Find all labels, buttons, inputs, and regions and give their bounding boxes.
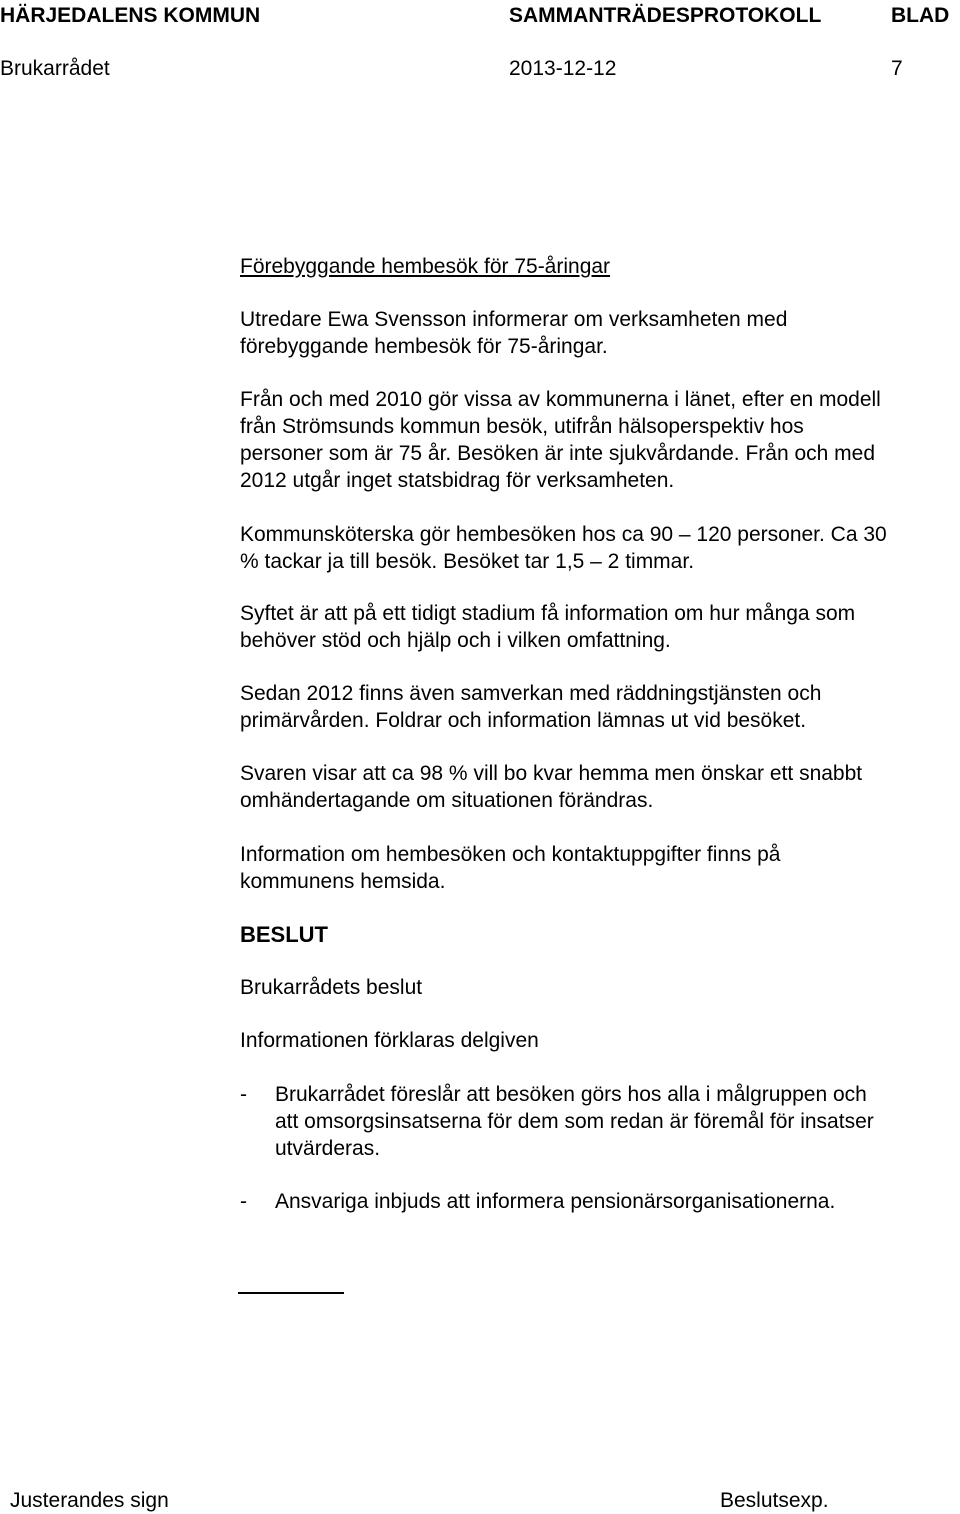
page-number: 7 [891,57,903,80]
bullet-line: Brukarrådet föreslår att besöken görs hos alla i målgruppen och [275,1083,867,1106]
document-type: SAMMANTRÄDESPROTOKOLL [509,4,822,27]
sheet-label: BLAD [891,4,950,27]
paragraph-line: från Strömsunds kommun besök, utifrån hälsoperspektiv hos [240,415,804,438]
footer-beslutsexp: Beslutsexp. [720,1489,829,1512]
paragraph-line: primärvården. Foldrar och information lämnas ut vid besöket. [240,709,807,732]
paragraph-line: Sedan 2012 finns även samverkan med räddningstjänsten och [240,682,822,705]
paragraph-line: Kommunsköterska gör hembesöken hos ca 90 – 120 personer. Ca 30 [240,523,887,546]
footer-justerandes-sign: Justerandes sign [10,1489,169,1512]
paragraph-7 [240,841,960,895]
decision-subheading: Brukarrådets beslut [240,976,423,999]
section-title: Förebyggande hembesök för 75-åringar [240,255,611,278]
bullet-line: att omsorgsinsatserna för dem som redan är föremål för insatser [275,1110,874,1133]
decision-heading: BESLUT [240,922,328,947]
decision-bullet-1 [275,1081,960,1162]
paragraph-line: % tackar ja till besök. Besöket tar 1,5 – 2 timmar. [240,550,695,573]
paragraph-line: behöver stöd och hjälp och i vilken omfattning. [240,629,671,652]
meeting-date: 2013-12-12 [509,57,617,80]
paragraph-line: kommunens hemsida. [240,870,446,893]
signature-line [238,1292,344,1294]
paragraph-line: 2012 utgår inget statsbidrag för verksamheten. [240,469,675,492]
paragraph-line: omhändertagande om situationen förändras. [240,789,654,812]
bullet-line: utvärderas. [275,1137,381,1160]
paragraph-4 [240,600,960,654]
paragraph-line: personer som är 75 år. Besöken är inte sjukvårdande. Från och med [240,442,876,465]
body-name: Brukarrådet [0,57,110,80]
bullet-line: Ansvariga inbjuds att informera pensionärsorganisationerna. [275,1190,836,1213]
paragraph-line: förebyggande hembesök för 75-åringar. [240,335,608,358]
decision-statement: Informationen förklaras delgiven [240,1029,539,1052]
paragraph-line: Information om hembesöken och kontaktuppgifter finns på [240,843,781,866]
paragraph-6 [240,760,960,814]
paragraph-3 [240,521,960,575]
bullet-dash: - [240,1190,247,1213]
paragraph-5 [240,680,960,734]
paragraph-line: Från och med 2010 gör vissa av kommunerna i länet, efter en modell [240,388,881,411]
paragraph-line: Utredare Ewa Svensson informerar om verksamheten med [240,308,788,331]
paragraph-1 [240,306,960,360]
municipality-name: HÄRJEDALENS KOMMUN [0,4,261,27]
paragraph-line: Syftet är att på ett tidigt stadium få information om hur många som [240,602,856,625]
decision-bullet-2 [275,1188,960,1215]
paragraph-line: Svaren visar att ca 98 % vill bo kvar hemma men önskar ett snabbt [240,762,863,785]
bullet-dash: - [240,1083,247,1106]
paragraph-2 [240,386,960,494]
